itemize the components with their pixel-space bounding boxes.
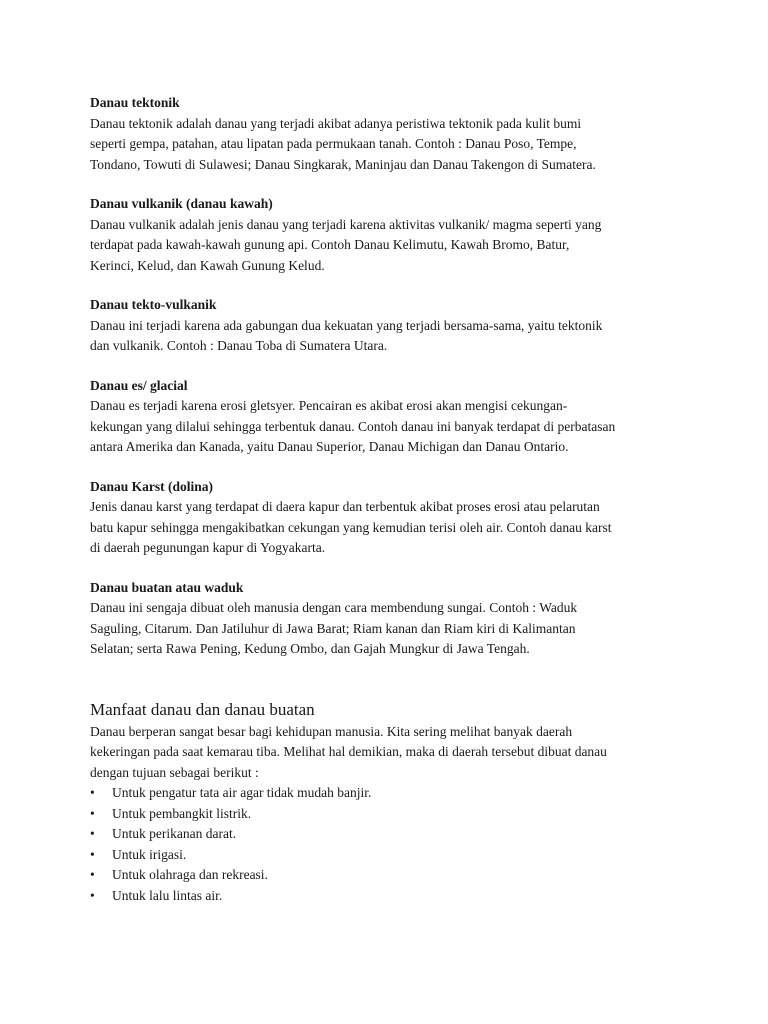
- bullet-icon: •: [90, 887, 95, 903]
- section-heading: Danau es/ glacial: [90, 377, 188, 393]
- bullet-icon: •: [90, 846, 95, 862]
- section-danau-buatan: [90, 578, 690, 660]
- list-item-text: Untuk lalu lintas air.: [112, 887, 223, 903]
- section-paragraph: Danau ini sengaja dibuat oleh manusia dengan cara membendung sungai. Contoh : Waduk Saguling, Citarum. Dan Jatiluhur di Jawa Barat; Riam kanan dan Riam kiri di Kalimantan Selatan; serta Rawa Pening, Kedung Ombo, dan Gajah Mungkur di Jawa Tengah.: [90, 600, 578, 656]
- list-item-text: Untuk pengatur tata air agar tidak mudah banjir.: [112, 785, 372, 800]
- list-item: [90, 865, 690, 886]
- section-heading: Danau tektonik: [90, 95, 180, 110]
- section-paragraph: Danau tektonik adalah danau yang terjadi akibat adanya peristiwa tektonik pada kulit bumi seperti gempa, patahan, atau lipatan pada permukaan tanah. Contoh : Danau Poso, Tempe, Tondano, Towuti di Sulawesi; Danau Singkarak, Maninjau dan Danau Takengon di Sumatera.: [90, 115, 596, 172]
- section-danau-tektonik: [90, 93, 690, 175]
- list-item-text: Untuk olahraga dan rekreasi.: [112, 867, 268, 882]
- section-heading: Danau tekto-vulkanik: [90, 297, 217, 312]
- list-item: [90, 824, 690, 845]
- list-item-text: Untuk pembangkit listrik.: [112, 805, 252, 821]
- section-paragraph: Danau ini terjadi karena ada gabungan dua kekuatan yang terjadi bersama-sama, yaitu tektonik dan vulkanik. Contoh : Danau Toba di Sumatera Utara.: [90, 317, 603, 353]
- list-item: [90, 886, 690, 907]
- bullet-icon: •: [90, 867, 95, 882]
- list-item-text: Untuk perikanan darat.: [112, 826, 237, 841]
- section-heading: Danau vulkanik (danau kawah): [90, 196, 273, 211]
- section-paragraph: Danau es terjadi karena erosi gletsyer. Pencairan es akibat erosi akan mengisi cekungan- kekungan yang dilalui sehingga terbentuk danau. Contoh danau ini banyak terdapat di perbatasan antara Amerika dan Kanada, yaitu Danau Superior, Danau Michigan dan Danau Ontario.: [90, 398, 616, 454]
- manfaat-heading: Manfaat danau dan danau buatan: [90, 699, 315, 719]
- bullet-icon: •: [90, 805, 95, 821]
- section-paragraph: Danau vulkanik adalah jenis danau yang terjadi karena aktivitas vulkanik/ magma seperti yang terdapat pada kawah-kawah gunung api. Contoh Danau Kelimutu, Kawah Bromo, Batur, Kerinci, Kelud, dan Kawah Gunung Kelud.: [90, 216, 602, 273]
- list-item: [90, 845, 690, 866]
- section-danau-vulkanik: [90, 194, 690, 276]
- list-item-text: Untuk irigasi.: [112, 846, 187, 862]
- list-item: [90, 783, 690, 804]
- section-heading: Danau Karst (dolina): [90, 478, 214, 494]
- section-heading: Danau buatan atau waduk: [90, 579, 244, 595]
- section-paragraph: Jenis danau karst yang terdapat di daera kapur dan terbentuk akibat proses erosi atau pelarutan batu kapur sehingga mengakibatkan cekungan yang kemudian terisi oleh air. Contoh danau karst di daerah pegunungan kapur di Yogyakarta.: [90, 499, 612, 555]
- section-danau-karst: [90, 477, 690, 559]
- bullet-icon: •: [90, 785, 95, 800]
- bullet-icon: •: [90, 826, 95, 841]
- section-danau-es: [90, 376, 690, 458]
- manfaat-list: [90, 783, 690, 906]
- document-page: [90, 93, 690, 906]
- section-manfaat: [90, 679, 690, 907]
- manfaat-paragraph: Danau berperan sangat besar bagi kehidupan manusia. Kita sering melihat banyak daerah kekeringan pada saat kemarau tiba. Melihat hal demikian, maka di daerah tersebut dibuat danau dengan tujuan sebagai berikut :: [90, 723, 607, 780]
- section-danau-tekto-vulkanik: [90, 295, 690, 357]
- list-item: [90, 804, 690, 825]
